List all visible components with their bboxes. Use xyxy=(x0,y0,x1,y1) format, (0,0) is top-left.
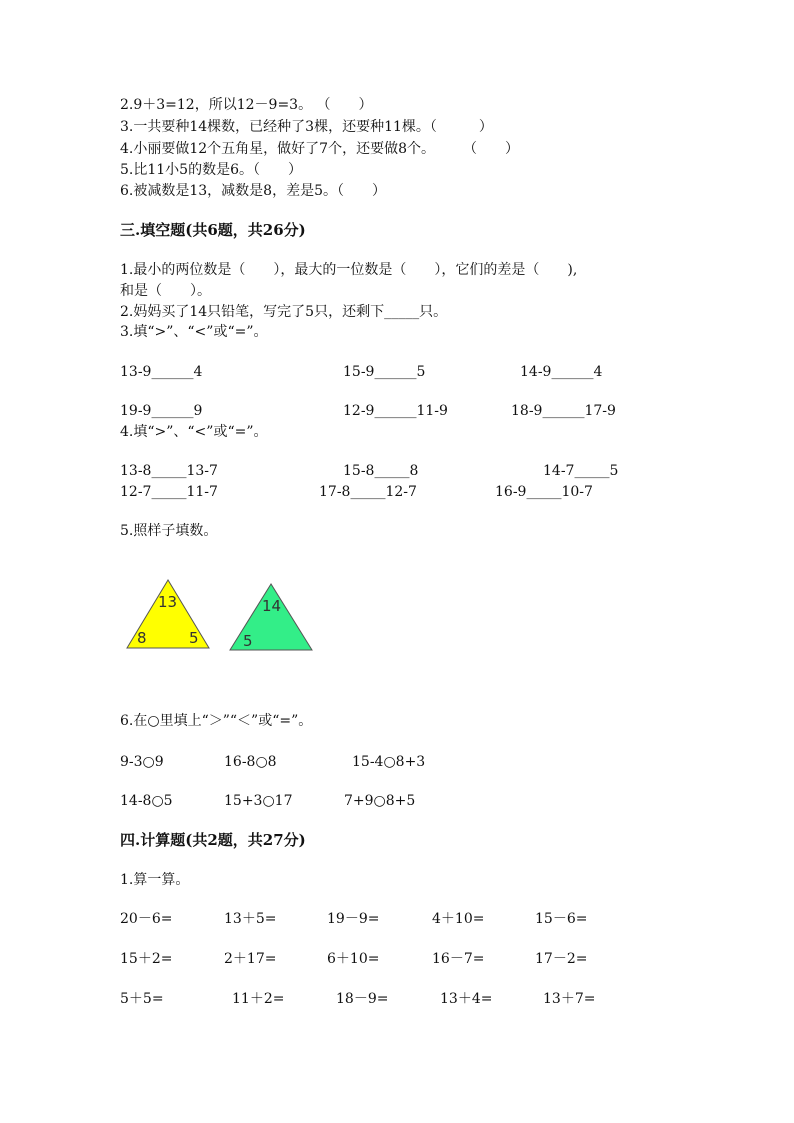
judge-item-3: 3.一共要种14棵数，已经种了3棵，还要种11棵。（ ） xyxy=(120,119,493,135)
triangle-yellow-right-number: 5 xyxy=(189,629,199,647)
q3-cell: 14-9______4 xyxy=(520,364,603,380)
judge-item-4: 4.小丽要做12个五角星，做好了7个，还要做8个。 （ ） xyxy=(120,141,519,157)
q6-cell: 7+9○8+5 xyxy=(344,793,416,809)
q3-cell: 12-9______11-9 xyxy=(343,403,448,419)
q4-cell: 12-7_____11-7 xyxy=(120,484,218,500)
calc-cell: 16－7= xyxy=(432,951,485,967)
judge-item-5: 5.比11小5的数是6。（ ） xyxy=(120,162,302,178)
calc-cell: 5＋5= xyxy=(120,991,164,1007)
q6-prompt: 6.在○里填上“＞”“＜”或“=”。 xyxy=(120,713,313,729)
q6-cell: 14-8○5 xyxy=(120,793,173,809)
calc-cell: 15－6= xyxy=(535,911,588,927)
q3-cell: 13-9______4 xyxy=(120,364,203,380)
q3-cell: 19-9______9 xyxy=(120,403,203,419)
calc-cell: 13＋5= xyxy=(224,911,277,927)
q6-cell: 15-4○8+3 xyxy=(352,754,426,770)
triangle-yellow-left-number: 8 xyxy=(137,629,147,647)
number-triangles xyxy=(120,578,320,658)
section-title-calculation: 四.计算题(共2题，共27分) xyxy=(120,831,306,849)
q1-line1: 1.最小的两位数是（ ），最大的一位数是（ ），它们的差是（ ), xyxy=(120,262,578,278)
calc-cell: 15＋2= xyxy=(120,951,173,967)
triangle-yellow-top-number: 13 xyxy=(158,593,178,611)
section-title-fill-in: 三.填空题(共6题，共26分) xyxy=(120,221,306,239)
calc-cell: 2＋17= xyxy=(224,951,277,967)
q6-cell: 16-8○8 xyxy=(224,754,277,770)
calc-cell: 13＋7= xyxy=(543,991,596,1007)
q4-cell: 14-7_____5 xyxy=(543,463,619,479)
q4-prompt: 4.填“>”、“<”或“=”。 xyxy=(120,424,268,440)
calc-cell: 11＋2= xyxy=(232,991,285,1007)
calc-cell: 4＋10= xyxy=(432,911,485,927)
q6-cell: 9-3○9 xyxy=(120,754,164,770)
calc-prompt: 1.算一算。 xyxy=(120,872,190,888)
q2-text: 2.妈妈买了14只铅笔，写完了5只，还剩下_____只。 xyxy=(120,304,448,320)
q4-cell: 13-8_____13-7 xyxy=(120,463,218,479)
calc-cell: 18－9= xyxy=(336,991,389,1007)
judge-item-6: 6.被减数是13，减数是8，差是5。（ ） xyxy=(120,183,386,199)
q4-cell: 17-8_____12-7 xyxy=(319,484,417,500)
q3-cell: 15-9______5 xyxy=(343,364,426,380)
q6-cell: 15+3○17 xyxy=(224,793,293,809)
q5-prompt: 5.照样子填数。 xyxy=(120,523,218,539)
q4-cell: 15-8_____8 xyxy=(343,463,419,479)
calc-cell: 20－6= xyxy=(120,911,173,927)
calc-cell: 6＋10= xyxy=(327,951,380,967)
calc-cell: 19－9= xyxy=(327,911,380,927)
calc-cell: 13＋4= xyxy=(440,991,493,1007)
q3-prompt: 3.填“>”、“<”或“=”。 xyxy=(120,324,268,340)
triangle-green-left-number: 5 xyxy=(243,632,253,650)
calc-cell: 17－2= xyxy=(535,951,588,967)
triangle-green-top-number: 14 xyxy=(262,597,282,615)
q4-cell: 16-9_____10-7 xyxy=(495,484,593,500)
judge-item-2: 2.9＋3=12，所以12－9=3。 （ ） xyxy=(120,97,373,113)
q3-cell: 18-9______17-9 xyxy=(511,403,616,419)
q1-line2: 和是（ ）。 xyxy=(120,283,211,299)
